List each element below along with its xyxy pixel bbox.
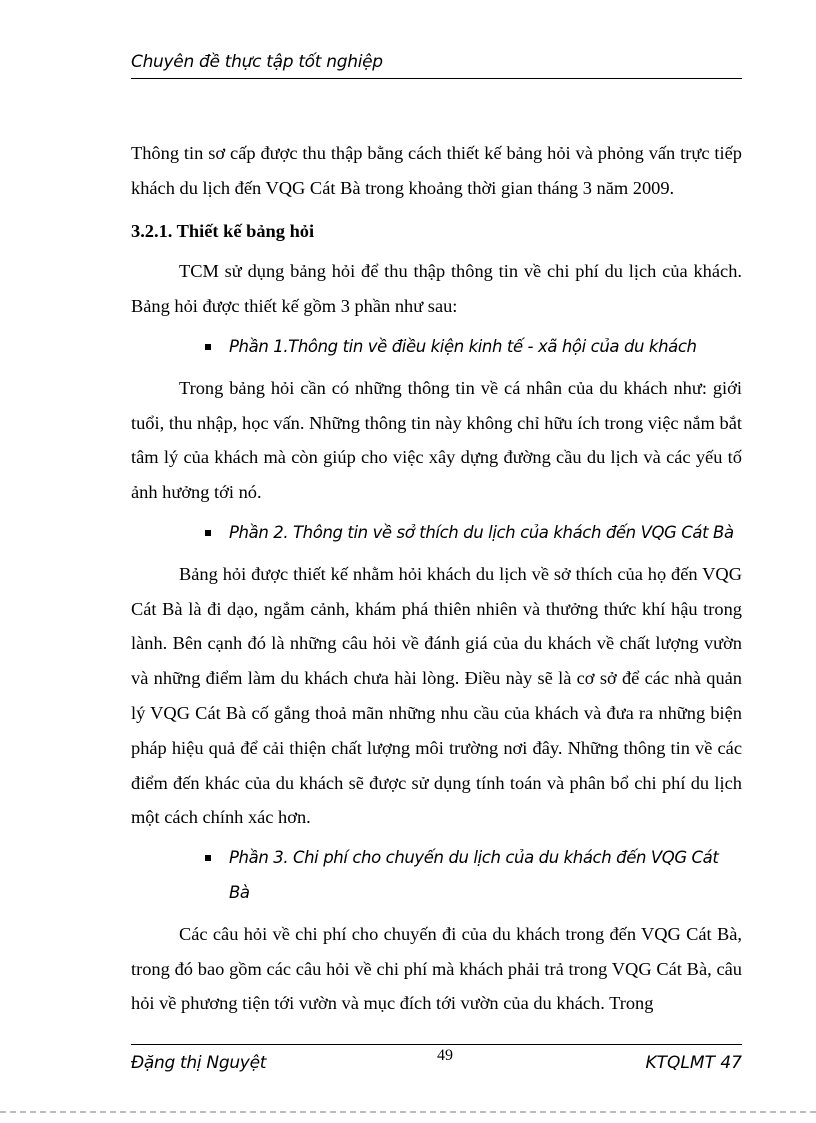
page-body [131, 136, 742, 1021]
square-bullet-icon [205, 344, 211, 350]
part-2-title: Phần 2. Thông tin về sở thích du lịch của khách đến VQG Cát Bà [229, 522, 734, 542]
section-heading: 3.2.1. Thiết kế bảng hỏi [131, 220, 315, 241]
part-2-heading [131, 516, 742, 551]
page-number: 49 [437, 1047, 453, 1064]
section-intro-paragraph: TCM sử dụng bảng hỏi để thu thập thông tin về chi phí du lịch của khách. Bảng hỏi được thiết kế gồm 3 phần như sau: [131, 261, 742, 317]
footer-author: Đặng thị Nguyệt [131, 1053, 267, 1073]
part-1-title: Phần 1.Thông tin về điều kiện kinh tế - xã hội của du khách [229, 336, 697, 356]
part-3-heading [131, 841, 742, 911]
footer-class-code: KTQLMT 47 [645, 1053, 742, 1073]
part-1-heading [131, 330, 742, 365]
page-header [131, 52, 742, 79]
page-footer [131, 1044, 742, 1081]
bottom-dashed-border [0, 1111, 816, 1113]
document-title: Chuyên đề thực tập tốt nghiệp [131, 52, 383, 72]
square-bullet-icon [205, 530, 211, 536]
part-3-paragraph: Các câu hỏi về chi phí cho chuyến đi của du khách trong đến VQG Cát Bà, trong đó bao gồm các câu hỏi về chi phí mà khách phải trả trong VQG Cát Bà, câu hỏi về phương tiện tới vườn và mục đích tới vườn của du khách. Trong [131, 923, 742, 1014]
intro-paragraph: Thông tin sơ cấp được thu thập bằng cách thiết kế bảng hỏi và phỏng vấn trực tiếp khách du lịch đến VQG Cát Bà trong khoảng thời gian tháng 3 năm 2009. [131, 143, 742, 198]
part-1-paragraph: Trong bảng hỏi cần có những thông tin về cá nhân của du khách như: giới tuổi, thu nhập, học vấn. Những thông tin này không chỉ hữu ích trong việc nắm bắt tâm lý của khách mà còn giúp cho việc xây dựng đường cầu du lịch và các yếu tố ảnh hưởng tới nó. [131, 377, 742, 503]
part-2-paragraph: Bảng hỏi được thiết kế nhằm hỏi khách du lịch về sở thích của họ đến VQG Cát Bà là đi dạo, ngắm cảnh, khám phá thiên nhiên và thưởng thức khí hậu trong lành. Bên cạnh đó là những câu hỏi về đánh giá của du khách về chất lượng vườn và những điểm làm du khách chưa hài lòng. Điều này sẽ là cơ sở để các nhà quản lý VQG Cát Bà cố gắng thoả mãn những nhu cầu của khách và đưa ra những biện pháp hiệu quả để cải thiện chất lượng môi trường nơi đây. Những thông tin về các điểm đến khác của du khách sẽ được sử dụng tính toán và phân bổ chi phí du lịch một cách chính xác hơn. [131, 563, 742, 828]
square-bullet-icon [205, 855, 211, 861]
part-3-title: Phần 3. Chi phí cho chuyến du lịch của du khách đến VQG Cát Bà [229, 848, 719, 902]
